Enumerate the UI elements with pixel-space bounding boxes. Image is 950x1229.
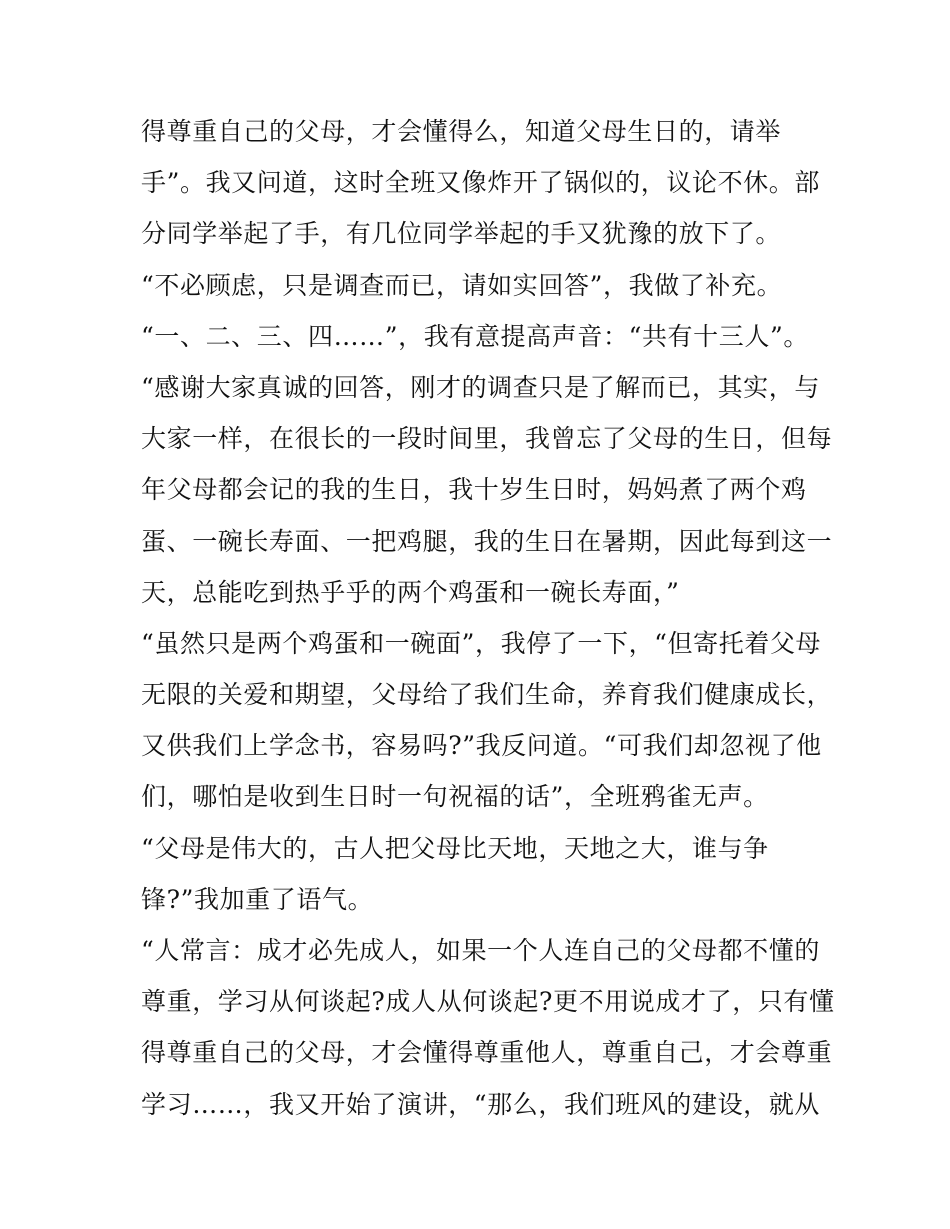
- text-line: 得尊重自己的父母，才会懂得么，知道父母生日的，请举: [141, 117, 782, 146]
- text-line: 又供我们上学念书，容易吗?”我反问道。“可我们却忽视了他: [141, 731, 822, 761]
- text-line: 得尊重自己的父母，才会懂得尊重他人，尊重自己，才会尊重: [141, 1038, 833, 1068]
- text-line: 年父母都会记的我的生日，我十岁生日时，妈妈煮了两个鸡: [141, 475, 807, 505]
- text-line: “不必顾虑，只是调查而已，请如实回答”，我做了补充。: [141, 270, 783, 300]
- text-line: 大家一样，在很长的一段时间里，我曾忘了父母的生日，但每: [141, 424, 833, 454]
- text-line: 们，哪怕是收到生日时一句祝福的话”，全班鸦雀无声。: [141, 782, 769, 812]
- text-line: “感谢大家真诚的回答，刚才的调查只是了解而已，其实，与: [141, 372, 820, 402]
- text-line: 蛋、一碗长寿面、一把鸡腿，我的生日在暑期，因此每到这一: [141, 526, 833, 556]
- text-line: “人常言：成才必先成人，如果一个人连自己的父母都不懂的: [141, 936, 820, 965]
- text-line: 学习……，我又开始了演讲，“那么，我们班风的建设，就从: [141, 1089, 820, 1119]
- text-line: 锋?”我加重了语气。: [141, 884, 374, 914]
- text-line: 分同学举起了手，有几位同学举起的手又犹豫的放下了。: [141, 219, 782, 249]
- text-line: 尊重，学习从何谈起?成人从何谈起?更不用说成才了，只有懂: [141, 987, 835, 1017]
- text-line: “虽然只是两个鸡蛋和一碗面”，我停了一下，“但寄托着父母: [141, 628, 822, 658]
- text-line: 天，总能吃到热乎乎的两个鸡蛋和一碗长寿面，”: [141, 577, 680, 607]
- body-text: [141, 106, 835, 1130]
- text-line: “父母是伟大的，古人把父母比天地，天地之大，谁与争: [141, 833, 769, 863]
- text-line: 无限的关爱和期望，父母给了我们生命，养育我们健康成长，: [141, 680, 833, 710]
- text-line: “一、二、三、四……”，我有意提高声音：“共有十三人”。: [141, 321, 809, 351]
- text-line: 手”。我又问道，这时全班又像炸开了锅似的，议论不休。部: [141, 168, 820, 198]
